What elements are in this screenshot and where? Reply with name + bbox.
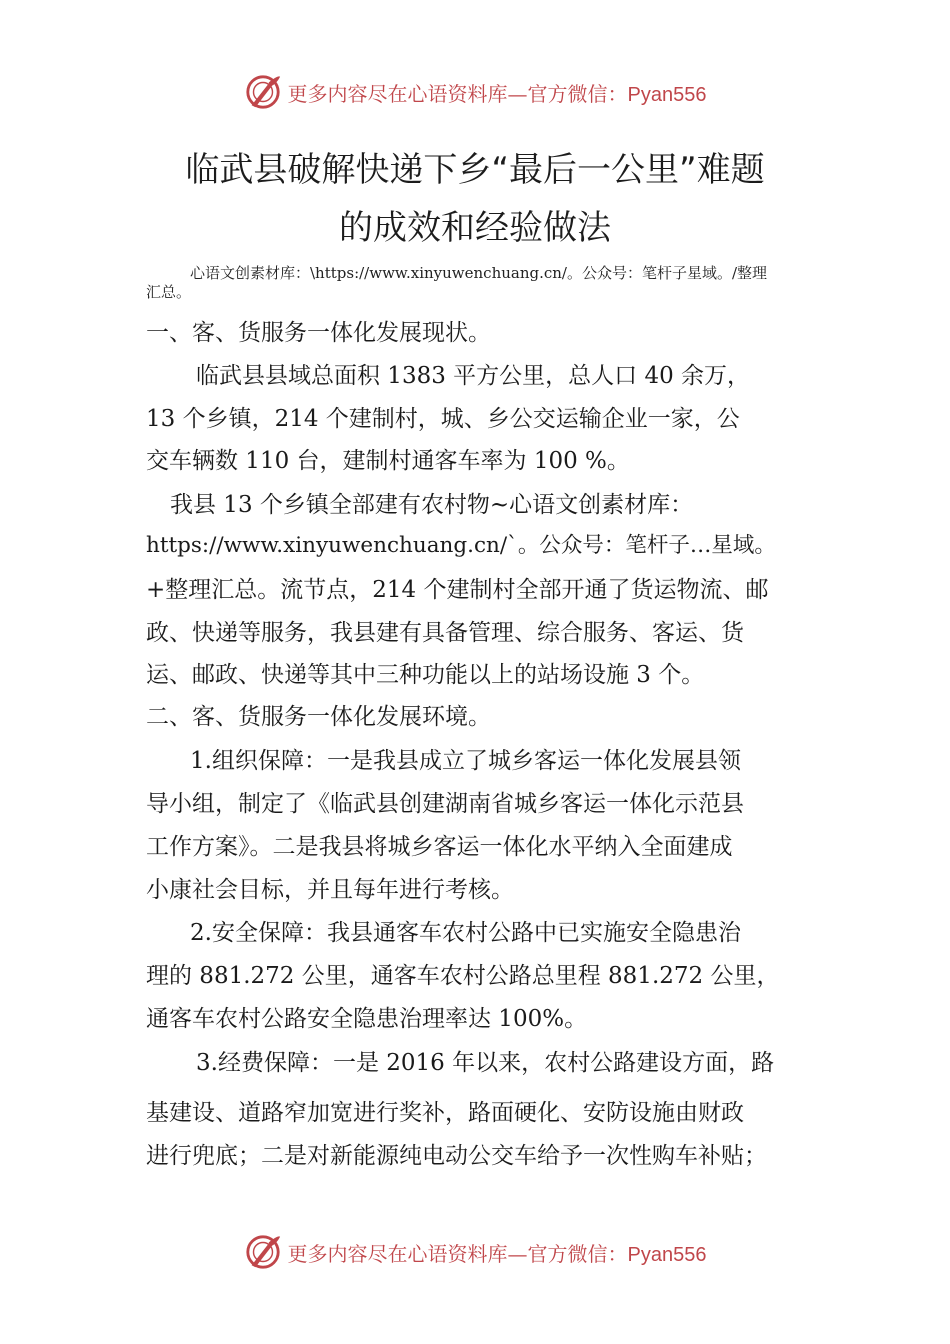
wechat-id: Pyan556 — [627, 1243, 707, 1266]
body-line: 工作方案》。二是我县将城乡客运一体化水平纳入全面建成 — [146, 834, 733, 860]
body-line: +整理汇总。流节点，214 个建制村全部开通了货运物流、邮 — [146, 577, 769, 603]
banner-text: 更多内容尽在心语资料库—官方微信：Pyan556 — [287, 1241, 707, 1266]
body-line: 基建设、道路窄加宽进行奖补，路面硬化、安防设施由财政 — [146, 1100, 744, 1126]
body-line: 交车辆数 110 台，建制村通客车率为 100 %。 — [146, 448, 630, 474]
body-line: 我县 13 个乡镇全部建有农村物~心语文创素材库： — [170, 492, 694, 518]
body-line: 13 个乡镇，214 个建制村，城、乡公交运输企业一家，公 — [146, 406, 740, 432]
body-line: 1.组织保障：一是我县成立了城乡客运一体化发展县领 — [190, 748, 741, 774]
section-heading-2: 二、客、货服务一体化发展环境。 — [146, 704, 491, 730]
body-line: 理的 881.272 公里，通客车农村公路总里程 881.272 公里， — [146, 963, 780, 989]
body-line: https://www.xinyuwenchuang.cn/`。公众号：笔杆子…星域。 — [146, 533, 776, 558]
source-note-line: 心语文创素材库：\https://www.xinyuwenchuang.cn/。公众号：笔杆子星域。/整理 — [190, 264, 768, 282]
body-line: 进行兜底；二是对新能源纯电动公交车给予一次性购车补贴； — [146, 1143, 767, 1169]
quill-logo-icon — [244, 73, 282, 111]
body-line: 导小组，制定了《临武县创建湖南省城乡客运一体化示范县 — [146, 791, 744, 817]
header-banner — [0, 70, 950, 114]
body-line: 3.经费保障：一是 2016 年以来，农村公路建设方面，路 — [196, 1050, 775, 1076]
source-note — [146, 264, 846, 302]
quill-logo-icon — [244, 1233, 282, 1271]
body-line: 通客车农村公路安全隐患治理率达 100%。 — [146, 1006, 588, 1032]
footer-banner — [0, 1230, 950, 1274]
page-title-line-2: 的成效和经验做法 — [339, 208, 611, 248]
banner-text: 更多内容尽在心语资料库—官方微信：Pyan556 — [287, 81, 707, 106]
section-heading-1: 一、客、货服务一体化发展现状。 — [146, 320, 491, 346]
body-line: 运、邮政、快递等其中三种功能以上的站场设施 3 个。 — [146, 662, 705, 688]
body-line: 政、快递等服务，我县建有具备管理、综合服务、客运、货 — [146, 620, 744, 646]
body-line: 小康社会目标，并且每年进行考核。 — [146, 877, 514, 903]
body-line: 临武县县域总面积 1383 平方公里，总人口 40 余万， — [196, 363, 751, 389]
body-line: 2.安全保障：我县通客车农村公路中已实施安全隐患治 — [190, 920, 741, 946]
source-note-line: 汇总。 — [146, 283, 192, 301]
page-title-line-1: 临武县破解快递下乡“最后一公里”难题 — [185, 150, 765, 190]
wechat-id: Pyan556 — [627, 83, 707, 106]
